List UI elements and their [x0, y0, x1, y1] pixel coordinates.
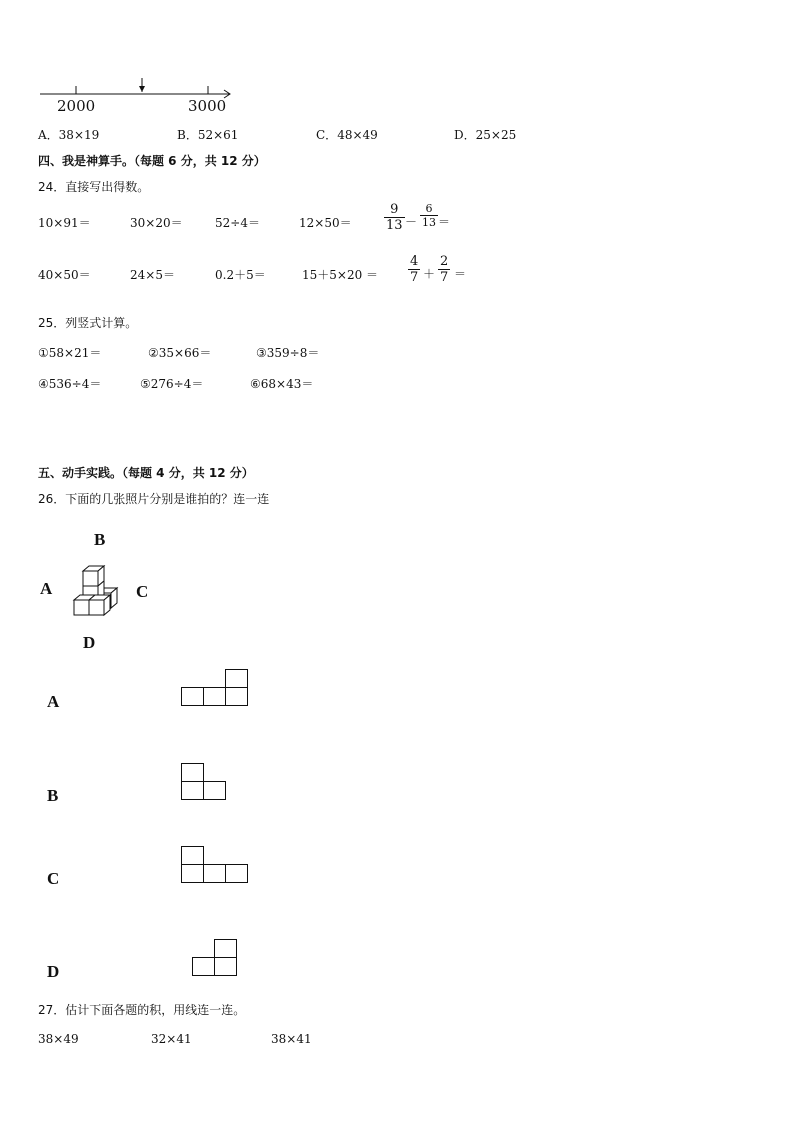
option-c: C．48×49 — [316, 128, 378, 142]
q24-r1-op: － — [405, 215, 418, 229]
q25-item-1: ①58×21＝ — [38, 346, 102, 360]
q24-r2-eq: ＝ — [454, 267, 467, 281]
q25-prompt: 25．列竖式计算。 — [38, 316, 138, 330]
view-a-figure — [181, 669, 251, 709]
q24-r1-4: 12×50＝ — [299, 216, 352, 230]
q24-r1-2: 30×20＝ — [130, 216, 183, 230]
cube-stack-figure — [72, 563, 122, 619]
q24-r1-1: 10×91＝ — [38, 216, 91, 230]
q27-item-2: 32×41 — [151, 1032, 192, 1046]
q24-r1-frac-b: $\frac{6}{13}$ — [422, 202, 436, 229]
q27-item-3: 38×41 — [271, 1032, 312, 1046]
q24-r1-frac-a: $\frac{9}{13}$ — [386, 202, 403, 233]
q27-prompt: 27．估计下面各题的积，用线连一连。 — [38, 1003, 246, 1017]
option-a: A．38×19 — [38, 128, 100, 142]
q27-item-1: 38×49 — [38, 1032, 79, 1046]
view-c-figure — [181, 846, 251, 886]
option-b: B．52×61 — [177, 128, 239, 142]
number-line-label-right: 3000 — [188, 97, 227, 115]
compass-d: D — [83, 633, 96, 652]
view-d-figure — [192, 939, 240, 979]
compass-b: B — [94, 530, 106, 549]
view-b-figure — [181, 763, 229, 803]
q25-item-2: ②35×66＝ — [148, 346, 212, 360]
q25-item-3: ③359÷8＝ — [256, 346, 320, 360]
view-label-b: B — [47, 786, 59, 805]
q24-r2-frac-b: $\frac{2}{7}$ — [440, 254, 449, 285]
q24-prompt: 24．直接写出得数。 — [38, 180, 150, 194]
q24-r2-op: ＋ — [423, 267, 436, 281]
section-4-title: 四、我是神算手。（每题 6 分，共 12 分） — [38, 154, 266, 168]
view-label-a: A — [47, 692, 60, 711]
q24-r2-4: 15＋5×20 ＝ — [302, 268, 379, 282]
q24-r2-1: 40×50＝ — [38, 268, 91, 282]
q24-r2-2: 24×5＝ — [130, 268, 175, 282]
view-label-d: D — [47, 962, 60, 981]
compass-c: C — [136, 582, 149, 601]
section-5-title: 五、动手实践。（每题 4 分，共 12 分） — [38, 466, 254, 480]
option-d: D．25×25 — [454, 128, 517, 142]
q24-r2-3: 0.2＋5＝ — [215, 268, 266, 282]
q24-r2-frac-a: $\frac{4}{7}$ — [410, 254, 419, 285]
q25-item-4: ④536÷4＝ — [38, 377, 102, 391]
q25-item-6: ⑥68×43＝ — [250, 377, 314, 391]
compass-a: A — [40, 579, 53, 598]
q24-r1-eq: ＝ — [438, 215, 451, 229]
number-line-label-left: 2000 — [57, 97, 96, 115]
view-label-c: C — [47, 869, 60, 888]
q25-item-5: ⑤276÷4＝ — [140, 377, 204, 391]
q26-prompt: 26．下面的几张照片分别是谁拍的？连一连 — [38, 492, 270, 506]
q24-r1-3: 52÷4＝ — [215, 216, 260, 230]
